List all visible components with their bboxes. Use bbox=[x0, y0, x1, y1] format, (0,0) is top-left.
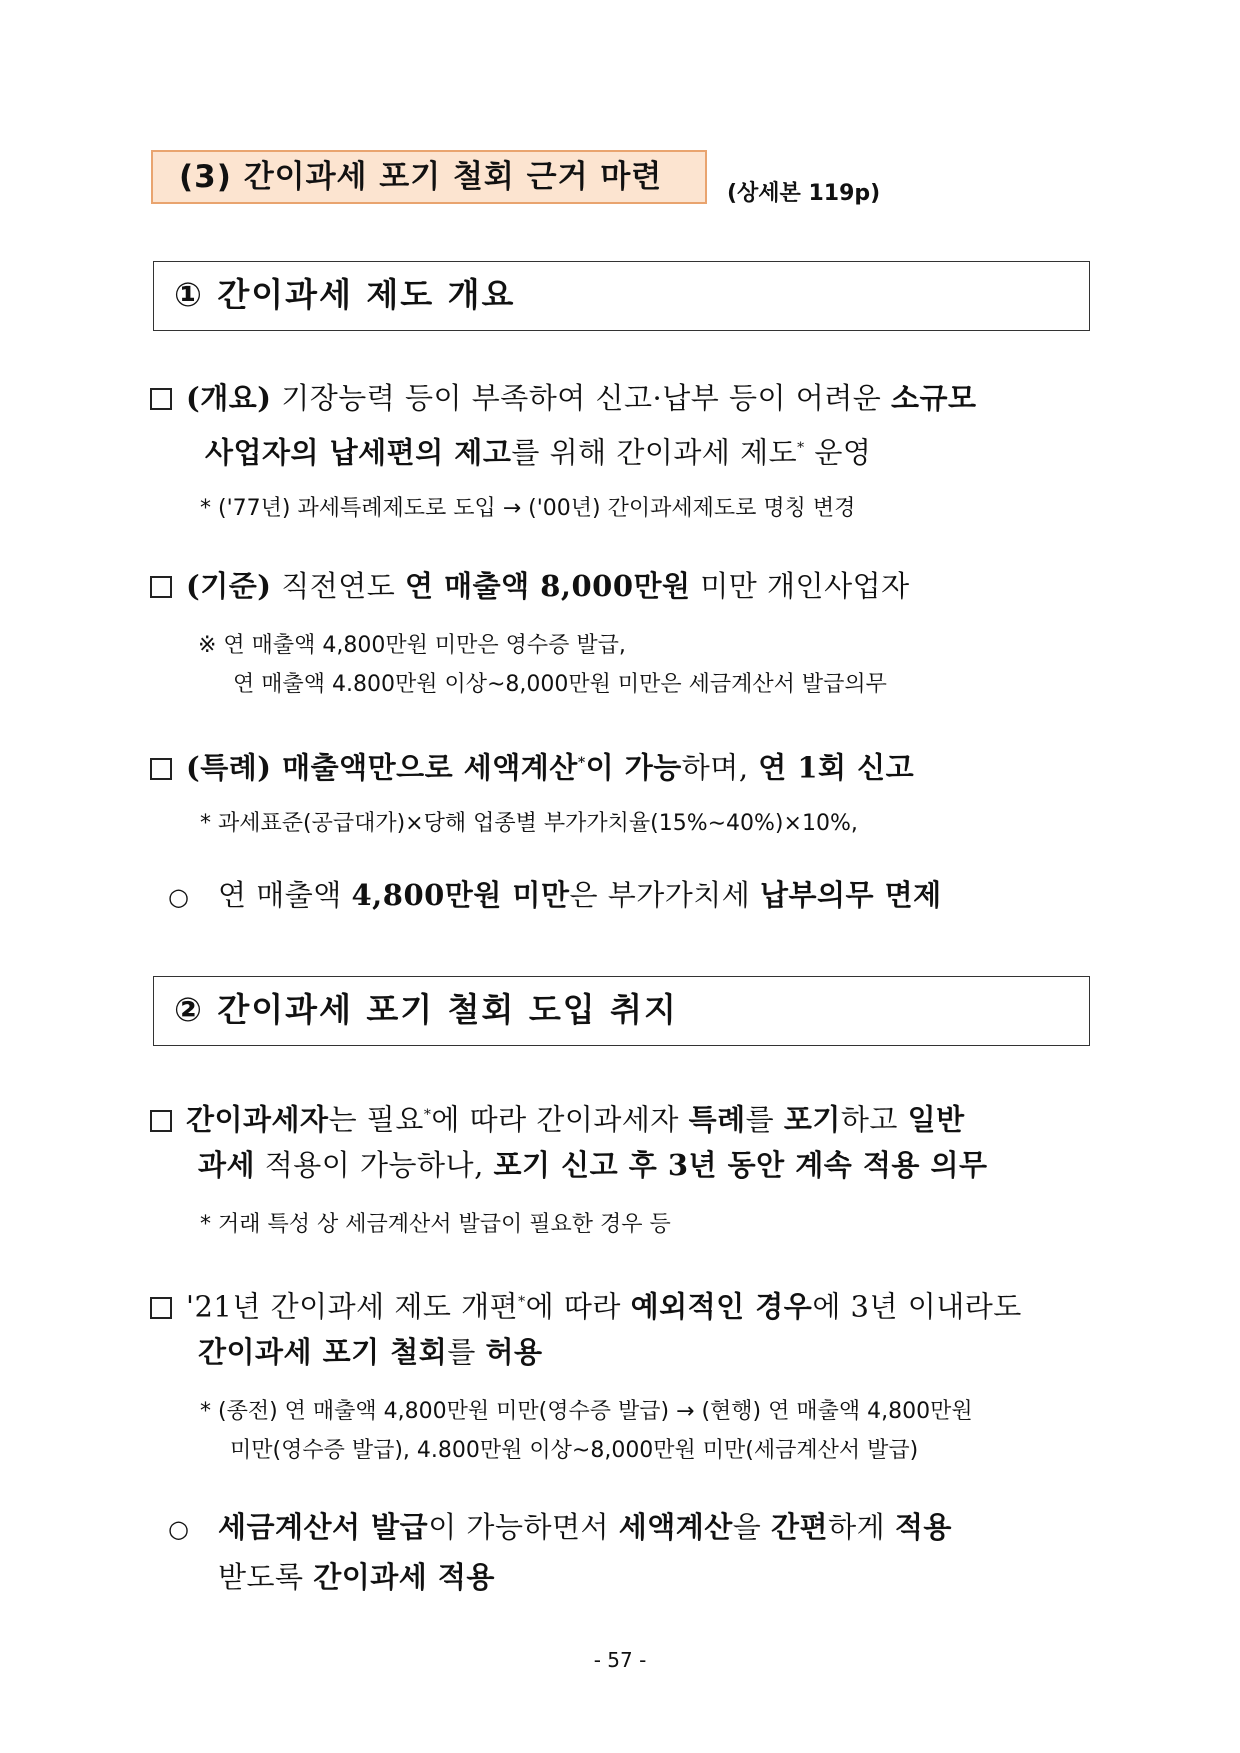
checkbox-bullet-icon bbox=[150, 1110, 172, 1132]
waiver-paragraph: 간이과세자는 필요*에 따라 간이과세자 특례를 포기하고 일반 bbox=[150, 1090, 965, 1145]
criteria-note-line1: ※ 연 매출액 4,800만원 미만은 영수증 발급, bbox=[198, 633, 626, 658]
overview-footnote: * ('77년) 과세특례제도로 도입 → ('00년) 간이과세제도로 명칭 변경 bbox=[200, 496, 856, 521]
reform-note-line2: 미만(영수증 발급), 4.800만원 이상~8,000만원 미만(세금계산서 발급) bbox=[230, 1438, 919, 1463]
reform-note-line1: * (종전) 연 매출액 4,800만원 미만(영수증 발급) → (현행) 연 매출액 4,800만원 bbox=[200, 1399, 973, 1424]
criteria-paragraph: (기준) 직전연도 연 매출액 8,000만원 미만 개인사업자 bbox=[150, 561, 910, 611]
criteria-note-line2: 연 매출액 4.800만원 이상~8,000만원 미만은 세금계산서 발급의무 bbox=[233, 672, 887, 697]
overview-label: (개요) bbox=[186, 381, 272, 415]
page-number: - 57 - bbox=[593, 1648, 647, 1672]
reform-paragraph-line2: 간이과세 포기 철회를 허용 bbox=[198, 1335, 543, 1369]
overview-paragraph: (개요) 기장능력 등이 부족하여 신고·납부 등이 어려운 소규모 bbox=[150, 373, 977, 423]
special-label: (특례) bbox=[186, 750, 272, 785]
circle-bullet-icon: ○ bbox=[168, 1515, 190, 1543]
exempt-paragraph: ○ 연 매출액 4,800만원 미만은 부가가치세 납부의무 면제 bbox=[168, 870, 942, 922]
circle-bullet-icon: ○ bbox=[168, 883, 190, 911]
checkbox-bullet-icon bbox=[150, 1297, 172, 1319]
overview-paragraph-line2: 사업자의 납세편의 제고를 위해 간이과세 제도* 운영 bbox=[205, 435, 872, 470]
special-footnote: * 과세표준(공급대가)×당해 업종별 부가가치율(15%∼40%)×10%, bbox=[200, 811, 858, 836]
section-header-title: (3) 간이과세 포기 철회 근거 마련 bbox=[179, 159, 663, 195]
section-header-box bbox=[151, 150, 707, 204]
checkbox-bullet-icon bbox=[150, 388, 172, 410]
waiver-paragraph-line2: 과세 적용이 가능하나, 포기 신고 후 3년 동안 계속 적용 의무 bbox=[198, 1148, 988, 1182]
special-paragraph: (특례) 매출액만으로 세액계산*이 가능하며, 연 1회 신고 bbox=[150, 738, 914, 793]
purpose-paragraph-line2: 받도록 간이과세 적용 bbox=[218, 1560, 495, 1594]
waiver-footnote: * 거래 특성 상 세금계산서 발급이 필요한 경우 등 bbox=[200, 1212, 671, 1237]
reform-paragraph: '21년 간이과세 제도 개편*에 따라 예외적인 경우에 3년 이내라도 bbox=[150, 1277, 1022, 1332]
section-header-reference: (상세본 119p) bbox=[727, 181, 881, 206]
purpose-paragraph: ○ 세금계산서 발급이 가능하면서 세액계산을 간편하게 적용 bbox=[168, 1502, 952, 1554]
subsection-1-title: ① 간이과세 제도 개요 bbox=[174, 275, 516, 314]
checkbox-bullet-icon bbox=[150, 576, 172, 598]
subsection-1-box bbox=[153, 261, 1090, 331]
subsection-2-box bbox=[153, 976, 1090, 1046]
subsection-2-title: ② 간이과세 포기 철회 도입 취지 bbox=[174, 990, 678, 1029]
checkbox-bullet-icon bbox=[150, 758, 172, 780]
criteria-label: (기준) bbox=[186, 569, 272, 603]
